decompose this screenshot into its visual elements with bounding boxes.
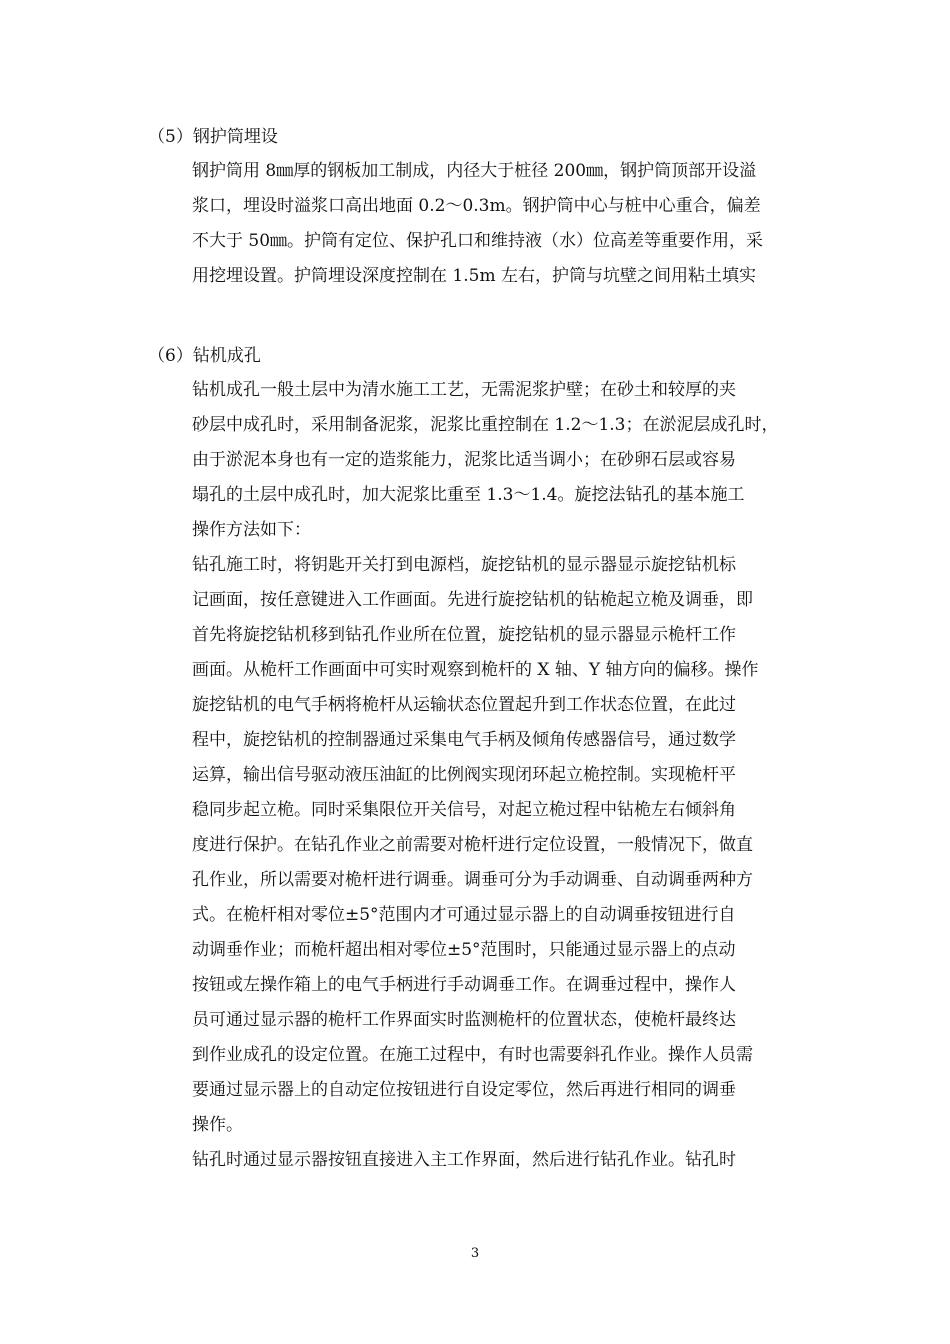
text-line: 动调垂作业；而桅杆超出相对零位±5°范围时，只能通过显示器上的点动 xyxy=(192,940,736,960)
text-line: 不大于 50㎜。护筒有定位、保护孔口和维持液（水）位高差等重要作用，采 xyxy=(192,231,764,251)
text-line: 到作业成孔的设定位置。在施工过程中，有时也需要斜孔作业。操作人员需 xyxy=(192,1045,753,1065)
page-number: 3 xyxy=(470,1246,480,1261)
text-line: 程中，旋挖钻机的控制器通过采集电气手柄及倾角传感器信号，通过数学 xyxy=(192,730,736,750)
text-line: 钢护筒用 8㎜厚的钢板加工制成，内径大于桩径 200㎜，钢护筒顶部开设溢 xyxy=(192,161,757,181)
text-line: 操作方法如下： xyxy=(192,520,311,540)
text-line: 由于淤泥本身也有一定的造浆能力，泥浆比适当调小；在砂卵石层或容易 xyxy=(192,450,736,470)
text-line: 浆口，埋设时溢浆口高出地面 0.2～0.3m。钢护筒中心与桩中心重合，偏差 xyxy=(192,196,761,216)
text-line: 员可通过显示器的桅杆工作界面实时监测桅杆的位置状态，使桅杆最终达 xyxy=(192,1010,736,1030)
text-line: 运算，输出信号驱动液压油缸的比例阀实现闭环起立桅控制。实现桅杆平 xyxy=(192,765,736,785)
text-line: 画面。从桅杆工作画面中可实时观察到桅杆的 X 轴、Y 轴方向的偏移。操作 xyxy=(192,660,759,680)
text-line: 孔作业，所以需要对桅杆进行调垂。调垂可分为手动调垂、自动调垂两种方 xyxy=(192,870,753,890)
text-line: 要通过显示器上的自动定位按钮进行自设定零位，然后再进行相同的调垂 xyxy=(192,1080,736,1100)
section-5-heading: （5）钢护筒埋设 xyxy=(148,127,278,147)
section-6-body xyxy=(192,373,812,1178)
text-line: 按钮或左操作箱上的电气手柄进行手动调垂工作。在调垂过程中，操作人 xyxy=(192,975,736,995)
text-line: 式。在桅杆相对零位±5°范围内才可通过显示器上的自动调垂按钮进行自 xyxy=(192,905,736,925)
text-line: 度进行保护。在钻孔作业之前需要对桅杆进行定位设置，一般情况下，做直 xyxy=(192,835,753,855)
text-line: 操作。 xyxy=(192,1115,243,1135)
text-line: 记画面，按任意键进入工作画面。先进行旋挖钻机的钻桅起立桅及调垂，即 xyxy=(192,590,753,610)
text-line: 用挖埋设置。护筒埋设深度控制在 1.5m 左右，护筒与坑壁之间用粘土填实 xyxy=(192,266,756,286)
section-6-heading: （6）钻机成孔 xyxy=(148,346,261,366)
text-line: 钻机成孔一般土层中为清水施工工艺，无需泥浆护壁；在砂土和较厚的夹 xyxy=(192,380,736,400)
text-line: 旋挖钻机的电气手柄将桅杆从运输状态位置起升到工作状态位置，在此过 xyxy=(192,695,736,715)
text-line: 稳同步起立桅。同时采集限位开关信号，对起立桅过程中钻桅左右倾斜角 xyxy=(192,800,736,820)
text-line: 砂层中成孔时，采用制备泥浆，泥浆比重控制在 1.2～1.3；在淤泥层成孔时， xyxy=(192,415,779,435)
text-line: 首先将旋挖钻机移到钻孔作业所在位置，旋挖钻机的显示器显示桅杆工作 xyxy=(192,625,736,645)
text-line: 钻孔施工时，将钥匙开关打到电源档，旋挖钻机的显示器显示旋挖钻机标 xyxy=(192,555,736,575)
text-line: 钻孔时通过显示器按钮直接进入主工作界面，然后进行钻孔作业。钻孔时 xyxy=(192,1150,736,1170)
text-line: 塌孔的土层中成孔时，加大泥浆比重至 1.3～1.4。旋挖法钻孔的基本施工 xyxy=(192,485,745,505)
section-5-body xyxy=(192,154,812,294)
